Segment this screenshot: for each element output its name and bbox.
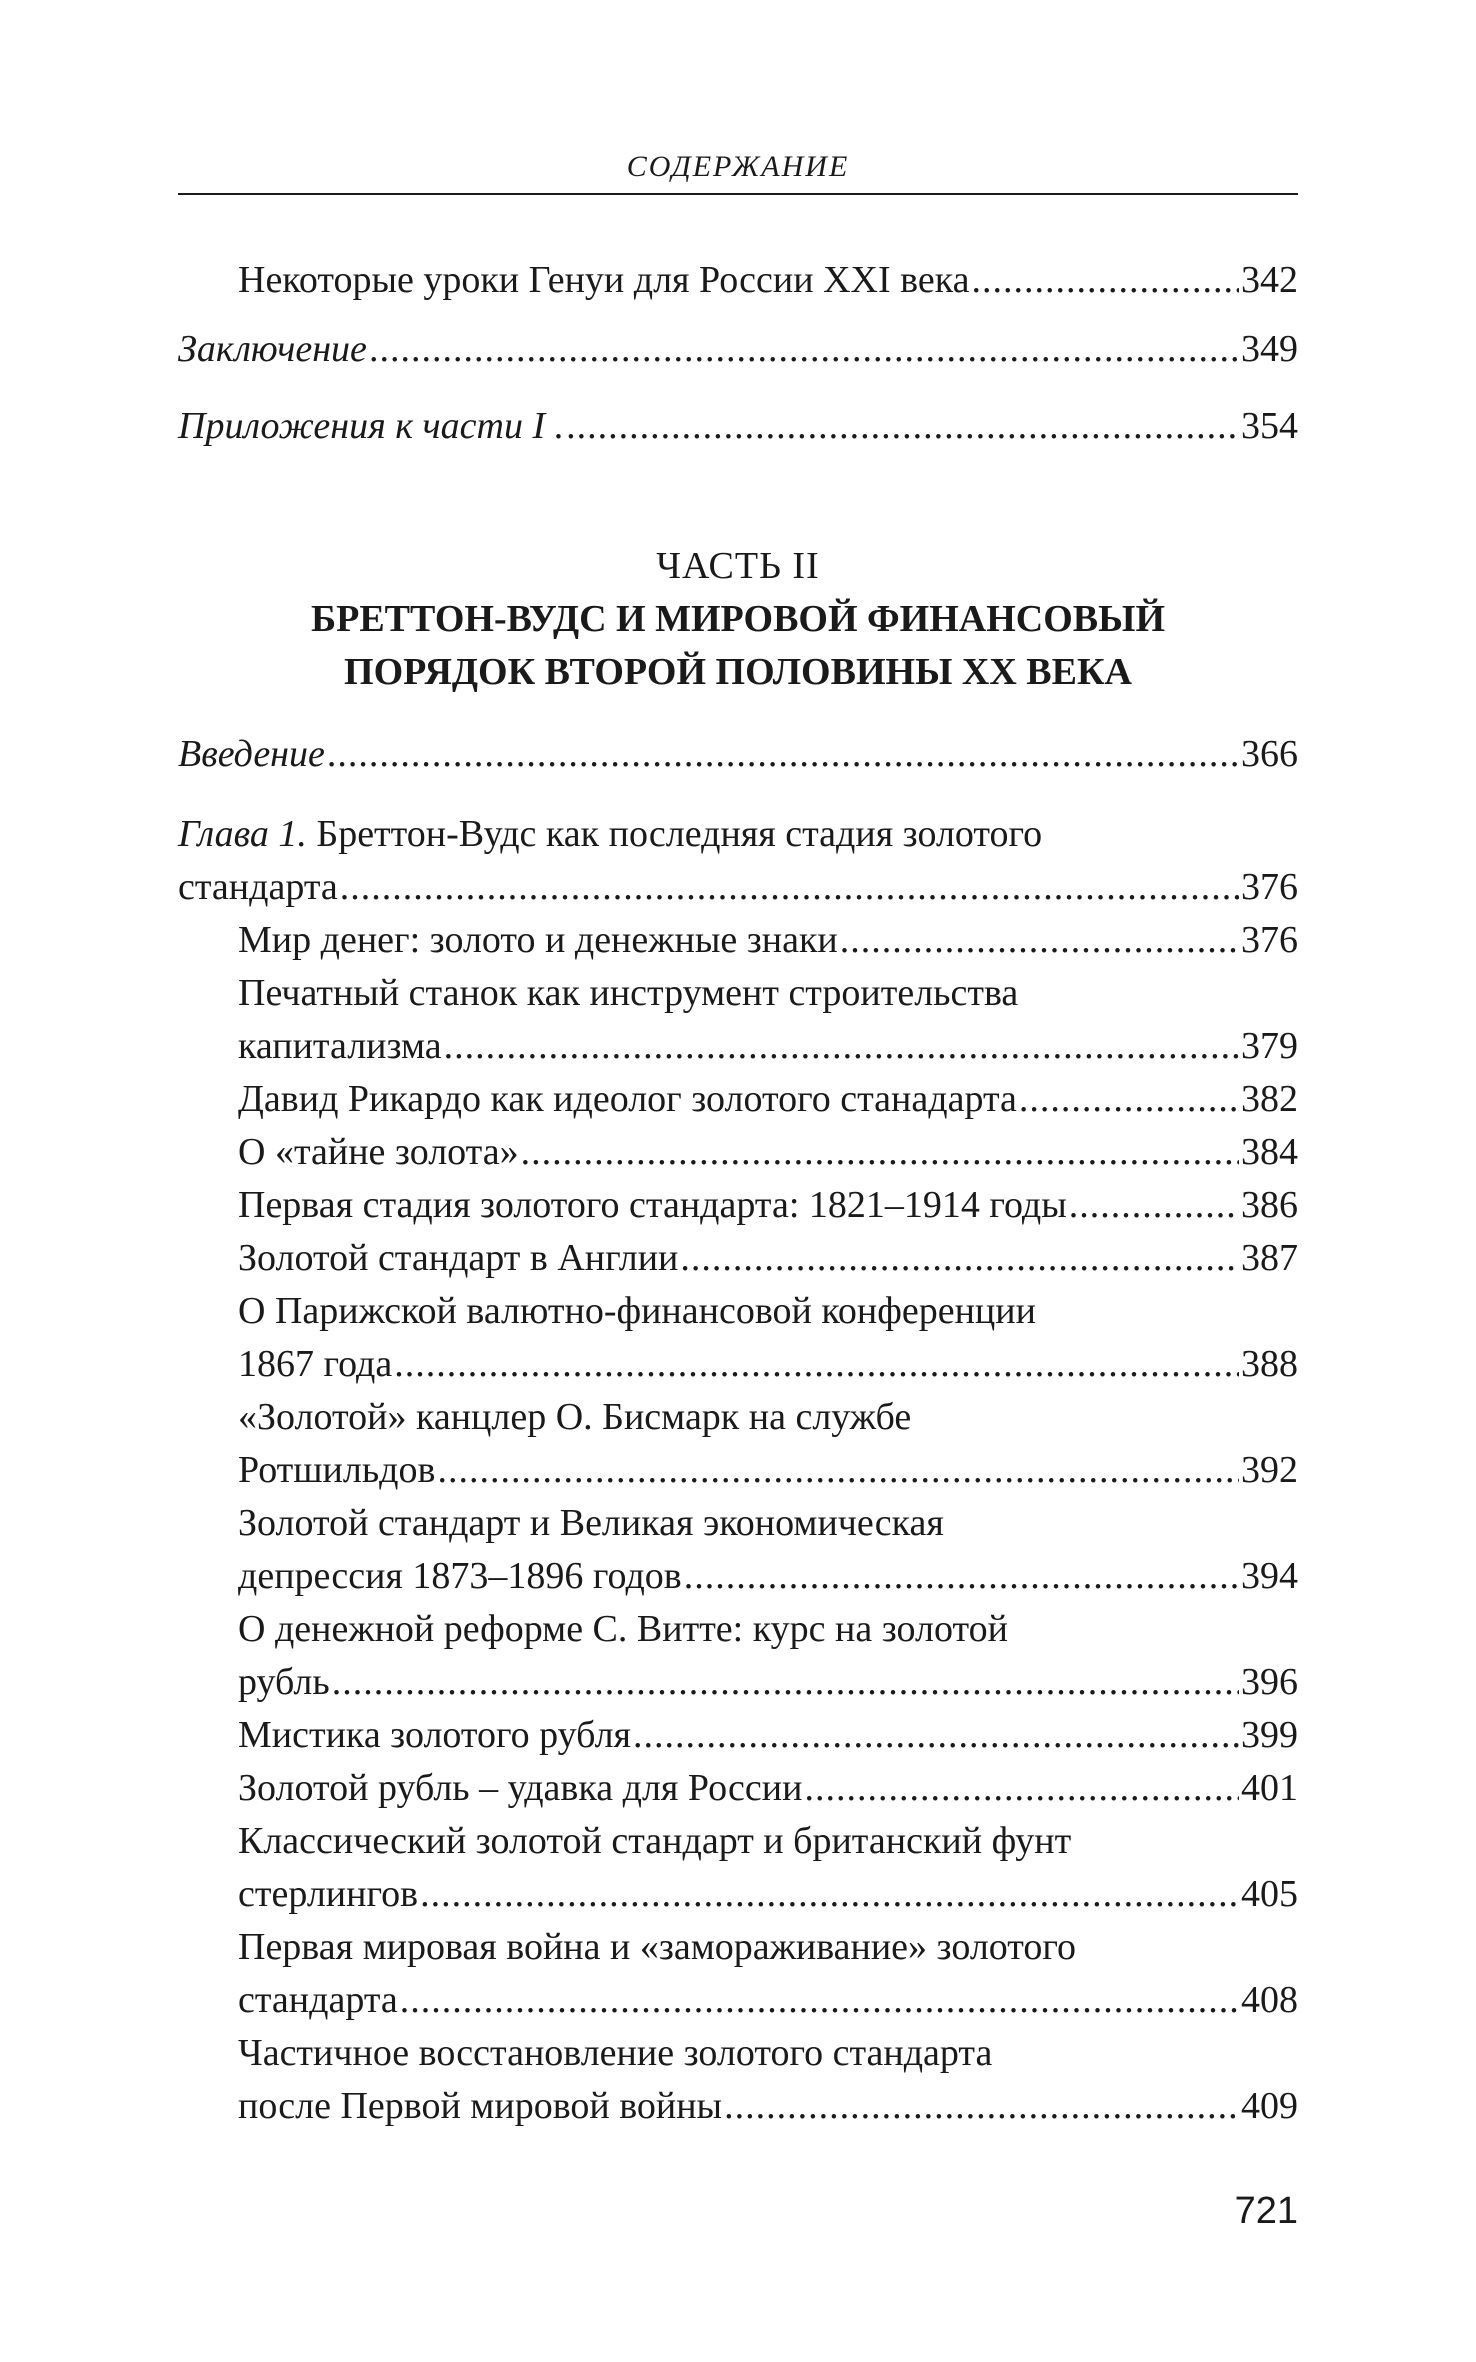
leader-dots <box>680 1232 1239 1285</box>
section-title: Золотой стандарт и Великая экономическая <box>238 1502 944 1544</box>
section-title: Классический золотой стандарт и британский фунт <box>238 1820 1072 1862</box>
section-page: 388 <box>1241 1343 1298 1385</box>
toc-entry-page: 342 <box>1241 259 1298 301</box>
leader-dots <box>394 1338 1239 1391</box>
part-title-line: ПОРЯДОК ВТОРОЙ ПОЛОВИНЫ XX ВЕКА <box>344 651 1132 693</box>
leader-dots <box>1019 1073 1239 1126</box>
toc-entry <box>238 254 1298 307</box>
toc-section <box>238 2027 1298 2133</box>
section-title: Мир денег: золото и денежные знаки <box>238 919 838 961</box>
toc-section <box>238 1497 1298 1603</box>
section-title: Давид Рикардо как идеолог золотого станадарта <box>238 1078 1017 1120</box>
section-page: 376 <box>1241 919 1298 961</box>
section-page: 408 <box>1241 1979 1298 2021</box>
header-rule <box>178 193 1298 195</box>
toc-entry-page: 366 <box>1241 733 1298 775</box>
leader-dots <box>684 1550 1239 1603</box>
section-title: Первая мировая война и «замораживание» золотого <box>238 1926 1077 1968</box>
leader-dots <box>420 1868 1239 1921</box>
section-title: депрессия 1873–1896 годов <box>238 1555 682 1597</box>
section-title: Мистика золотого рубля <box>238 1714 632 1756</box>
section-title: «Золотой» канцлер О. Бисмарк на службе <box>238 1396 912 1438</box>
toc-section <box>238 1762 1298 1815</box>
section-title: стерлингов <box>238 1873 419 1915</box>
section-title: Первая стадия золотого стандарта: 1821–1914 годы <box>238 1184 1067 1226</box>
part-heading <box>178 540 1298 699</box>
toc-section <box>238 1815 1298 1921</box>
running-head: СОДЕРЖАНИЕ <box>626 150 850 183</box>
part-title-line: БРЕТТОН-ВУДС И МИРОВОЙ ФИНАНСОВЫЙ <box>311 598 1165 640</box>
toc-section <box>238 1179 1298 1232</box>
section-page: 387 <box>1241 1237 1298 1279</box>
section-page: 386 <box>1241 1184 1298 1226</box>
toc-entry-page: 376 <box>1241 866 1298 908</box>
toc-section <box>238 1921 1298 2027</box>
section-title: стандарта <box>238 1979 398 2021</box>
toc-entry-page: 354 <box>1241 405 1298 447</box>
section-page: 405 <box>1241 1873 1298 1915</box>
section-page: 399 <box>1241 1714 1298 1756</box>
part-label: ЧАСТЬ II <box>656 545 820 587</box>
section-title: капитализма <box>238 1025 442 1067</box>
leader-dots <box>437 1444 1239 1497</box>
toc-section <box>238 1285 1298 1391</box>
leader-dots <box>804 1762 1239 1815</box>
toc-section <box>238 967 1298 1073</box>
chapter-title-line: стандарта <box>178 866 338 908</box>
page-number: 721 <box>1234 2190 1298 2232</box>
section-title: О Парижской валютно-финансовой конференции <box>238 1290 1036 1332</box>
toc-section <box>238 1232 1298 1285</box>
section-title: О денежной реформе С. Витте: курс на золотой <box>238 1608 1008 1650</box>
leader-dots <box>400 1974 1239 2027</box>
toc-entry-title: Некоторые уроки Генуи для России XXI века <box>238 259 970 301</box>
section-page: 382 <box>1241 1078 1298 1120</box>
leader-dots <box>369 323 1239 376</box>
section-title: 1867 года <box>238 1343 393 1385</box>
section-page: 392 <box>1241 1449 1298 1491</box>
section-page: 409 <box>1241 2085 1298 2127</box>
toc-section <box>238 1709 1298 1762</box>
leader-dots <box>840 914 1239 967</box>
section-page: 401 <box>1241 1767 1298 1809</box>
toc-section <box>238 1391 1298 1497</box>
leader-dots <box>327 728 1239 781</box>
section-title: рубль <box>238 1661 330 1703</box>
toc-entry <box>178 323 1298 376</box>
chapter-prefix: Глава 1. <box>178 813 307 855</box>
toc-entry <box>178 400 1298 453</box>
toc-section <box>238 1073 1298 1126</box>
toc-entry-title: Заключение <box>178 328 367 370</box>
leader-dots <box>332 1656 1239 1709</box>
section-page: 379 <box>1241 1025 1298 1067</box>
toc-section <box>238 914 1298 967</box>
section-title: Золотой стандарт в Англии <box>238 1237 679 1279</box>
leader-dots <box>521 1126 1239 1179</box>
leader-dots <box>633 1709 1239 1762</box>
leader-dots <box>444 1020 1239 1073</box>
toc-entry <box>178 728 1298 781</box>
leader-dots <box>340 861 1239 914</box>
leader-dots <box>724 2080 1239 2133</box>
section-page: 394 <box>1241 1555 1298 1597</box>
section-page: 396 <box>1241 1661 1298 1703</box>
section-title: Печатный станок как инструмент строительства <box>238 972 1019 1014</box>
section-title: после Первой мировой войны <box>238 2085 723 2127</box>
section-title: О «тайне золота» <box>238 1131 519 1173</box>
toc-entry-title: Введение <box>178 733 325 775</box>
toc-entry-page: 349 <box>1241 328 1298 370</box>
toc-entry-title: Приложения к части I . <box>178 405 565 447</box>
toc-section <box>238 1126 1298 1179</box>
section-title: Золотой рубль – удавка для России <box>238 1767 803 1809</box>
leader-dots <box>1069 1179 1239 1232</box>
leader-dots <box>971 254 1239 307</box>
section-title: Ротшильдов <box>238 1449 436 1491</box>
section-page: 384 <box>1241 1131 1298 1173</box>
toc-chapter-entry <box>178 808 1298 914</box>
chapter-title-line: Бреттон-Вудс как последняя стадия золотого <box>316 813 1043 855</box>
toc-section <box>238 1603 1298 1709</box>
section-title: Частичное восстановление золотого стандарта <box>238 2032 993 2074</box>
leader-dots <box>566 400 1239 453</box>
